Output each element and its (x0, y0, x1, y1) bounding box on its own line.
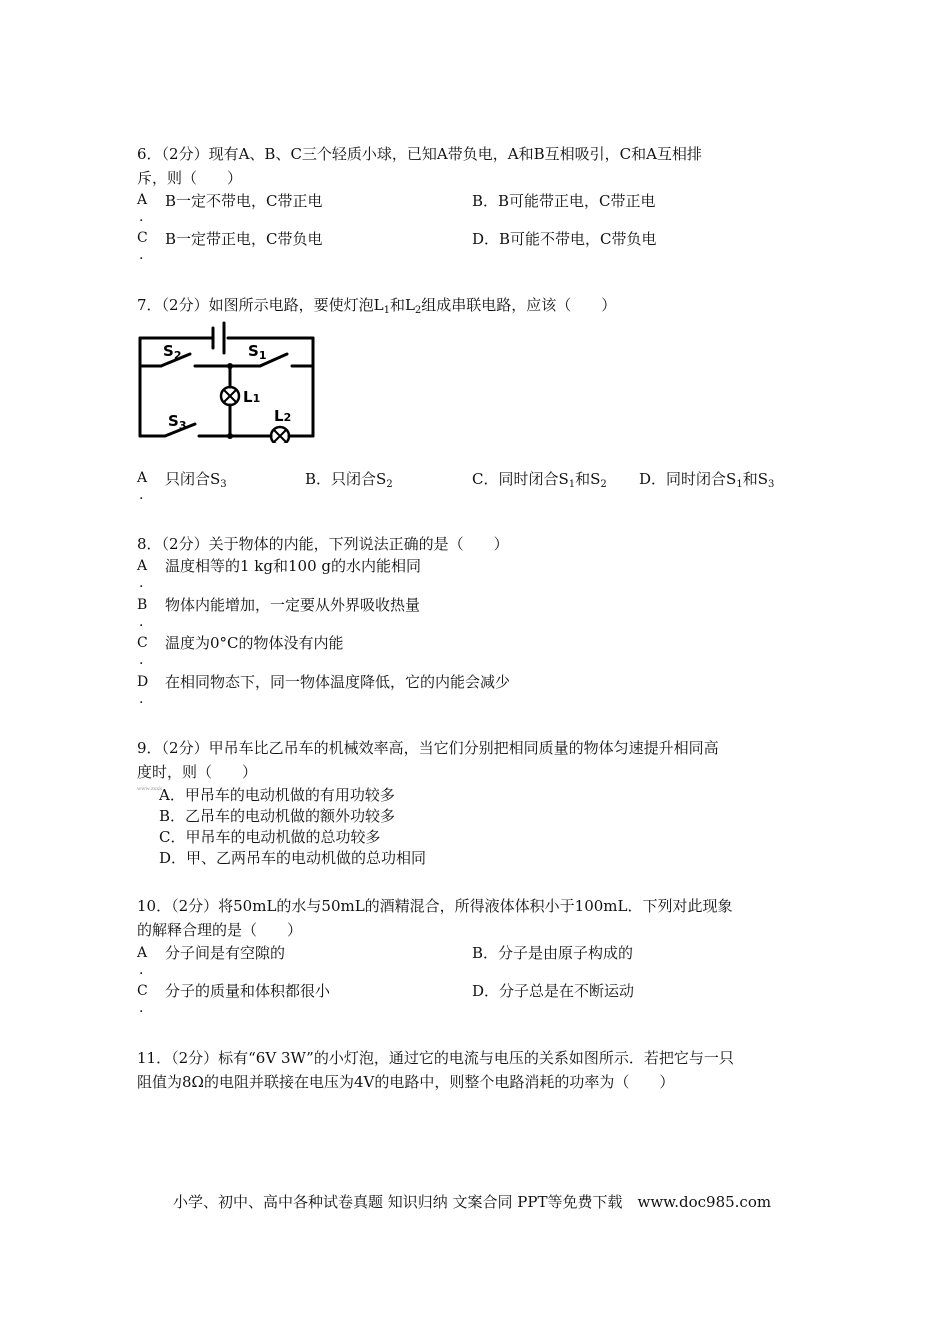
q10-option-b-text: B．分子是由原子构成的 (472, 944, 634, 962)
switch-s1-label: $S_1$ (248, 342, 267, 362)
q10-stem-line2: 的解释合理的是（ ） (137, 921, 303, 939)
q10-option-c-letter: C (137, 983, 148, 999)
q9-option-d: D．甲、乙两吊车的电动机做的总功相同 (159, 849, 427, 867)
q8-option-a-dot: . (139, 575, 144, 591)
q8-option-b-letter: B (137, 597, 148, 613)
q6-option-c-text: B一定带正电，C带负电 (165, 230, 323, 248)
q8-option-c-letter: C (137, 635, 148, 651)
q6-option-c-letter: C (137, 230, 148, 246)
q10-option-c-text: 分子的质量和体积都很小 (165, 982, 331, 1000)
q11-stem-line1: 11．（2分）标有“6V 3W”的小灯泡，通过它的电流与电压的关系如图所示．若把它与一只 (137, 1049, 734, 1067)
q6-option-a-dot: . (139, 209, 144, 225)
q9-watermark: www.zxxk (137, 786, 163, 792)
q7-option-d-text: D．同时闭合$S_1$和$S_3$ (639, 470, 775, 490)
q7-stem: 7．（2分）如图所示电路，要使灯泡$L_1$和$L_2$组成串联电路，应该（ ） (137, 296, 617, 316)
q7-option-a-text: 只闭合$S_3$ (165, 470, 227, 490)
q9-option-b: B．乙吊车的电动机做的额外功较多 (159, 807, 396, 825)
q8-option-c-dot: . (139, 652, 144, 668)
q10-stem-line1: 10．（2分）将50mL的水与50mL的酒精混合，所得液体体积小于100mL．下列对此现象 (137, 897, 733, 915)
switch-s3-label: $S_3$ (168, 412, 187, 432)
q7-option-a-dot: . (139, 487, 144, 503)
q10-option-c-dot: . (139, 1000, 144, 1016)
q7-option-c-text: C．同时闭合$S_1$和$S_2$ (472, 470, 607, 490)
q6-option-b-text: B．B可能带正电，C带正电 (472, 192, 656, 210)
q7-option-b-text: B．只闭合$S_2$ (305, 470, 393, 490)
switch-s2-label: $S_2$ (163, 342, 182, 362)
q10-option-a-letter: A (137, 945, 148, 961)
q10-option-d-text: D．分子总是在不断运动 (472, 982, 635, 1000)
q9-stem-line2: 度时，则（ ） (137, 763, 258, 781)
lamp-l1-label: L1 (243, 388, 261, 406)
q8-option-d-text: 在相同物态下，同一物体温度降低，它的内能会减少 (165, 673, 511, 691)
q10-option-a-text: 分子间是有空隙的 (165, 944, 286, 962)
q9-option-c: C．甲吊车的电动机做的总功较多 (159, 828, 381, 846)
q6-option-a-text: B一定不带电，C带正电 (165, 192, 323, 210)
q6-option-a-letter: A (137, 192, 148, 208)
q8-option-a-letter: A (137, 558, 148, 574)
q8-option-a-text: 温度相等的1 kg和100 g的水内能相同 (165, 557, 422, 575)
q8-option-d-dot: . (139, 691, 144, 707)
lamp-l2-label: L2 (274, 407, 292, 425)
q8-option-b-text: 物体内能增加，一定要从外界吸收热量 (165, 596, 421, 614)
q9-option-a: A．甲吊车的电动机做的有用功较多 (159, 786, 395, 804)
q6-option-c-dot: . (139, 247, 144, 263)
q7-option-a-letter: A (137, 470, 148, 486)
q8-stem: 8．（2分）关于物体的内能，下列说法正确的是（ ） (137, 535, 509, 553)
q8-option-c-text: 温度为0°C的物体没有内能 (165, 634, 344, 652)
circuit-diagram (135, 318, 325, 443)
q6-option-d-text: D．B可能不带电，C带负电 (472, 230, 657, 248)
q8-option-d-letter: D (137, 674, 149, 690)
q6-stem-line2: 斥，则（ ） (137, 169, 243, 187)
page-footer: 小学、初中、高中各种试卷真题 知识归纳 文案合同 PPT等免费下载 www.doc985.com (173, 1193, 772, 1211)
q8-option-b-dot: . (139, 614, 144, 630)
q11-stem-line2: 阻值为8Ω的电阻并联接在电压为4V的电路中，则整个电路消耗的功率为（ ） (137, 1073, 675, 1091)
q10-option-a-dot: . (139, 962, 144, 978)
q9-stem-line1: 9．（2分）甲吊车比乙吊车的机械效率高，当它们分别把相同质量的物体匀速提升相同高 (137, 739, 719, 757)
q6-stem-line1: 6．（2分）现有A、B、C三个轻质小球，已知A带负电，A和B互相吸引，C和A互相排 (137, 145, 702, 163)
